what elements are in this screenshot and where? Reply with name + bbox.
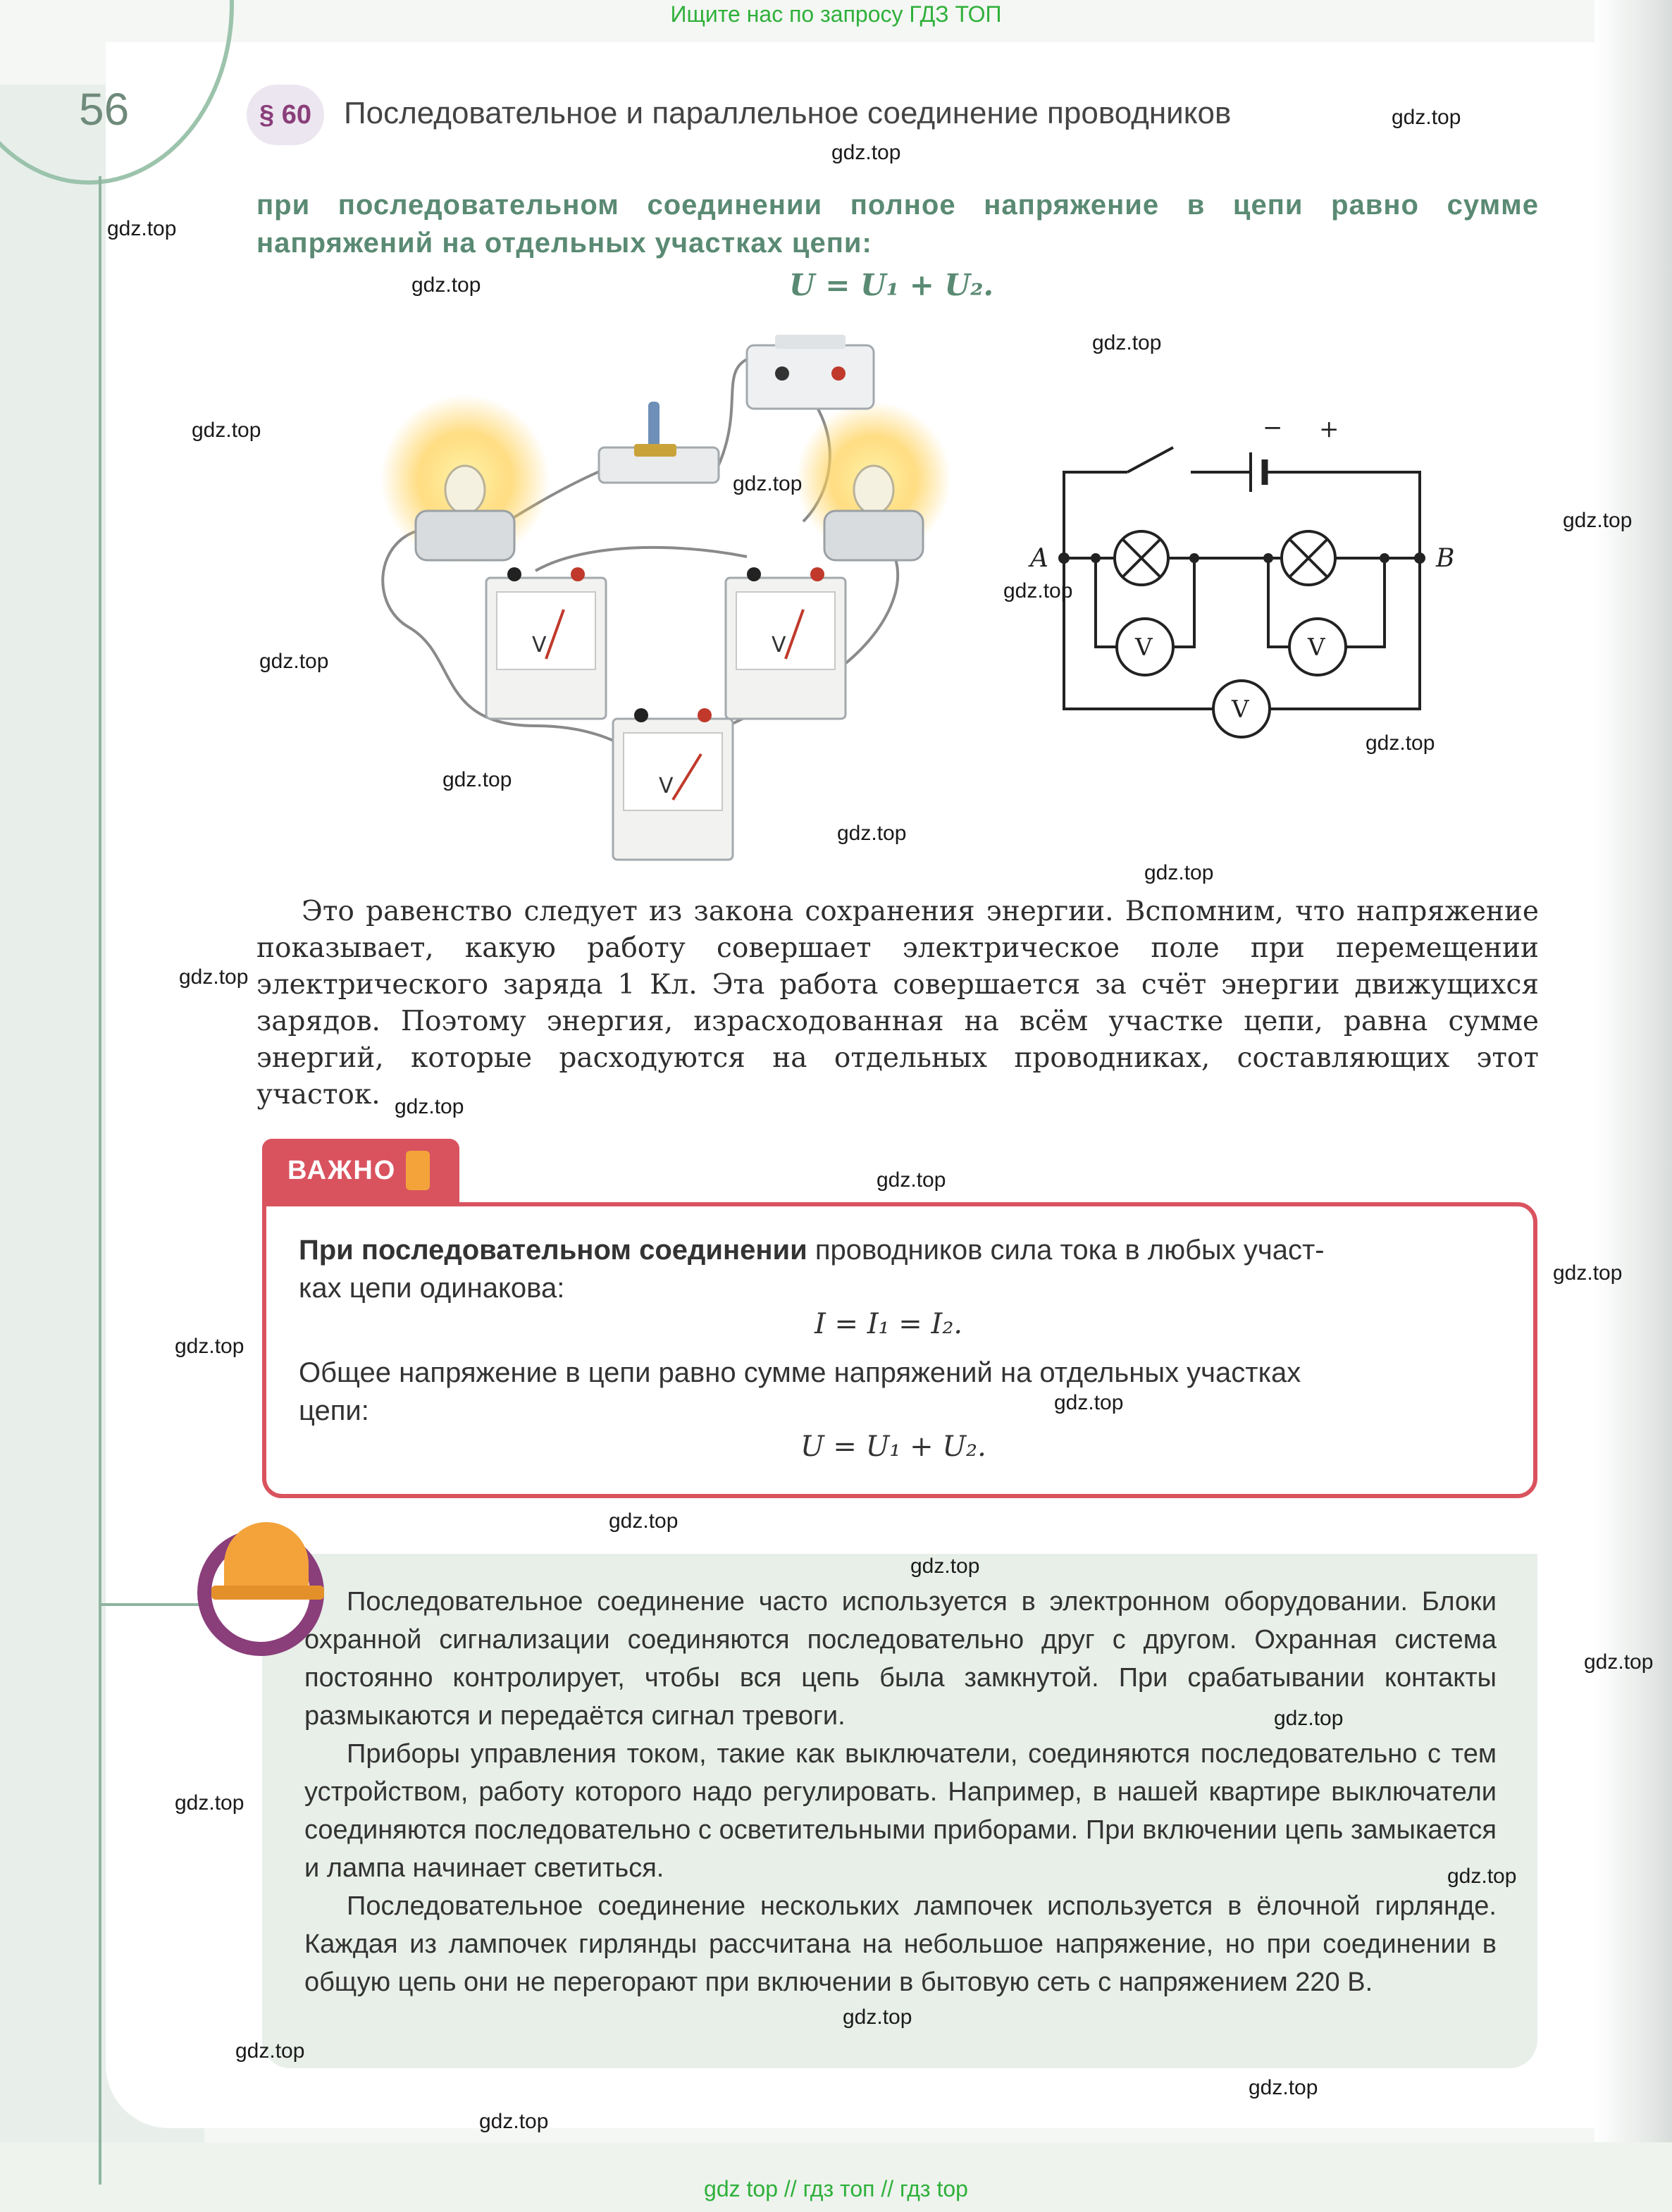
voltmeter-face-label: V [772, 633, 786, 657]
point-a-label: A [1030, 544, 1048, 573]
circuit-schematic [1015, 409, 1466, 761]
page-spine-shadow [1594, 0, 1672, 2212]
voltage-sum-formula: U = U₁ + U₂. [789, 268, 994, 302]
watermark: gdz.top [1249, 2076, 1318, 2099]
page-number: 56 [79, 84, 130, 135]
watermark: gdz.top [1366, 731, 1435, 755]
voltmeter-face-label: V [659, 774, 674, 798]
watermark: gdz.top [259, 650, 329, 673]
voltmeter-1-label: V [1135, 634, 1153, 662]
voltmeter-2-label: V [1308, 634, 1325, 662]
battery-minus-label: − [1263, 414, 1283, 442]
watermark: gdz.top [395, 1095, 464, 1118]
important-line-4: цепи: [299, 1395, 369, 1426]
watermark: gdz.top [831, 141, 901, 164]
watermark: gdz.top [1584, 1650, 1654, 1674]
watermark: gdz.top [877, 1168, 946, 1192]
watermark: gdz.top [235, 2039, 305, 2063]
important-line-3: Общее напряжение в цепи равно сумме напряжений на отдельных участках [299, 1357, 1301, 1388]
watermark: gdz.top [1054, 1391, 1124, 1414]
info-paragraph-garland: Последовательное соединение нескольких лампочек используется в ёлочной гирлянде. Каждая из лампочек гирлянды рассчитана на небольшое напряжение, но при соединении в общую цепь они не перегорают при включении в бытовую сеть с напряжением 220 В. [304, 1891, 1497, 1997]
footer-links[interactable]: gdz top // гдз топ // гдз top [704, 2176, 968, 2201]
voltmeter-total [613, 708, 733, 860]
important-line-1 [299, 1232, 1325, 1268]
info-paragraph-security: Последовательное соединение часто используется в электронном оборудовании. Блоки охранной сигнализации соединяются последовательно друг с другом. Охранная система постоянно контролирует, чтобы вся цепь была замкнутой. При срабатывании контакты размыкаются и передаётся сигнал тревоги. [304, 1587, 1497, 1731]
series-voltage-rule: при последовательном соединении полное напряжение в цепи равно сумме напряжений на отдельных участках цепи: [256, 190, 1539, 259]
watermark: gdz.top [175, 1335, 244, 1358]
important-label: ВАЖНО [287, 1155, 397, 1185]
watermark: gdz.top [192, 419, 261, 442]
watermark: gdz.top [1447, 1865, 1517, 1888]
margin-line [99, 176, 101, 2185]
exclamation-icon [406, 1151, 430, 1190]
watermark: gdz.top [479, 2110, 549, 2133]
watermark: gdz.top [107, 217, 177, 240]
voltmeter-total-label: V [1232, 696, 1249, 724]
energy-conservation-paragraph: Это равенство следует из закона сохранения энергии. Вспомним, что напряжение показывает, какую работу совершает электрическое поле при перемещении электрического заряда 1 Кл. Эта работа совершается за счёт энергии движущихся зарядов. Поэтому энергия, израсходованная на всём участке цепи, равна сумме энергий, которые расходуются на отдельных проводниках, составляющих этот участок. [256, 896, 1539, 1111]
voltage-sum-formula-2: U = U₁ + U₂. [800, 1431, 986, 1463]
battery-plus-label: + [1319, 415, 1339, 443]
watermark: gdz.top [837, 822, 907, 845]
watermark: gdz.top [1003, 579, 1073, 603]
voltmeter-right [726, 567, 846, 719]
watermark: gdz.top [910, 1555, 980, 1578]
top-search-link[interactable]: Ищите нас по запросу ГДЗ ТОП [670, 1, 1002, 27]
info-paragraph-switches: Приборы управления током, такие как выключатели, соединяются последовательно с тем устройством, работу которого надо регулировать. Например, в нашей квартире выключатели соединяются последовательно с осветительными приборами. При включении цепь замыкается и лампа начинает светиться. [304, 1739, 1497, 1883]
watermark: gdz.top [1563, 509, 1633, 532]
watermark: gdz.top [843, 2006, 912, 2029]
voltmeter-left [486, 567, 606, 719]
applications-text [304, 1583, 1497, 2001]
important-tab [262, 1139, 459, 1202]
section-title: Последовательное и параллельное соединение проводников [344, 96, 1232, 130]
voltmeter-face-label: V [532, 633, 547, 657]
important-line-2: ках цепи одинакова: [299, 1273, 565, 1304]
power-source [747, 335, 874, 409]
watermark: gdz.top [175, 1791, 244, 1815]
watermark: gdz.top [179, 965, 249, 989]
current-equality-formula: I = I₁ = I₂. [815, 1308, 963, 1340]
switch-key [599, 402, 719, 483]
important-line-1-rest: проводников сила тока в любых участ- [807, 1235, 1325, 1266]
section-badge: § 60 [247, 85, 324, 145]
watermark: gdz.top [1392, 106, 1461, 129]
watermark: gdz.top [733, 472, 803, 495]
watermark: gdz.top [1144, 861, 1214, 884]
watermark: gdz.top [1274, 1707, 1344, 1730]
point-b-label: B [1436, 544, 1455, 573]
experiment-setup-photo [352, 331, 958, 874]
watermark: gdz.top [1553, 1261, 1623, 1285]
watermark: gdz.top [609, 1509, 679, 1533]
important-bold-term: При последовательном соединении [299, 1235, 807, 1266]
watermark: gdz.top [411, 273, 481, 297]
watermark: gdz.top [1092, 331, 1162, 354]
watermark: gdz.top [442, 768, 512, 791]
